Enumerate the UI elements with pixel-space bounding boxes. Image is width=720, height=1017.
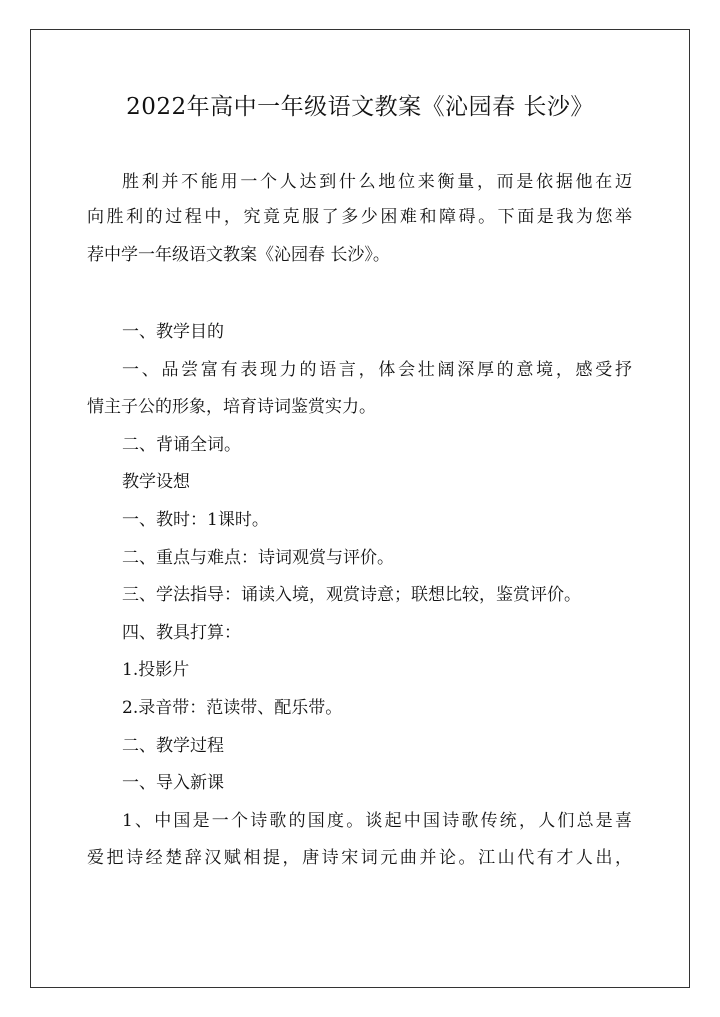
section-heading: 一、教学目的 [122,322,224,342]
document-title: 2022年高中一年级语文教案《沁园春 长沙》 [126,94,594,120]
paragraph-line: 三、学法指导：诵读入境，观赏诗意；联想比较，鉴赏评价。 [122,585,581,605]
paragraph-line: 荐中学一年级语文教案《沁园春 长沙》。 [87,245,390,265]
paragraph-line: 一、品尝富有表现力的语言，体会壮阔深厚的意境，感受抒 [122,360,632,380]
paragraph-line: 情主子公的形象，培育诗词鉴赏实力。 [87,397,376,417]
paragraph-line: 四、教具打算： [122,623,241,643]
list-item: 2.录音带：范读带、配乐带。 [122,698,343,718]
paragraph-line: 向胜利的过程中，究竟克服了多少困难和障碍。下面是我为您举 [87,207,632,227]
list-item: 1.投影片 [122,660,190,680]
paragraph-line: 胜利并不能用一个人达到什么地位来衡量，而是依据他在迈 [122,172,632,192]
paragraph-line: 1、中国是一个诗歌的国度。谈起中国诗歌传统，人们总是喜 [122,811,632,831]
paragraph-line: 二、背诵全词。 [122,435,241,455]
paragraph-line: 爱把诗经楚辞汉赋相提，唐诗宋词元曲并论。江山代有才人出， [87,848,632,868]
paragraph-line: 二、重点与难点：诗词观赏与评价。 [122,548,394,568]
paragraph-line: 一、教时：1课时。 [122,510,269,530]
section-heading: 二、教学过程 [122,736,224,756]
section-heading: 教学设想 [122,472,190,492]
section-heading: 一、导入新课 [122,773,224,793]
